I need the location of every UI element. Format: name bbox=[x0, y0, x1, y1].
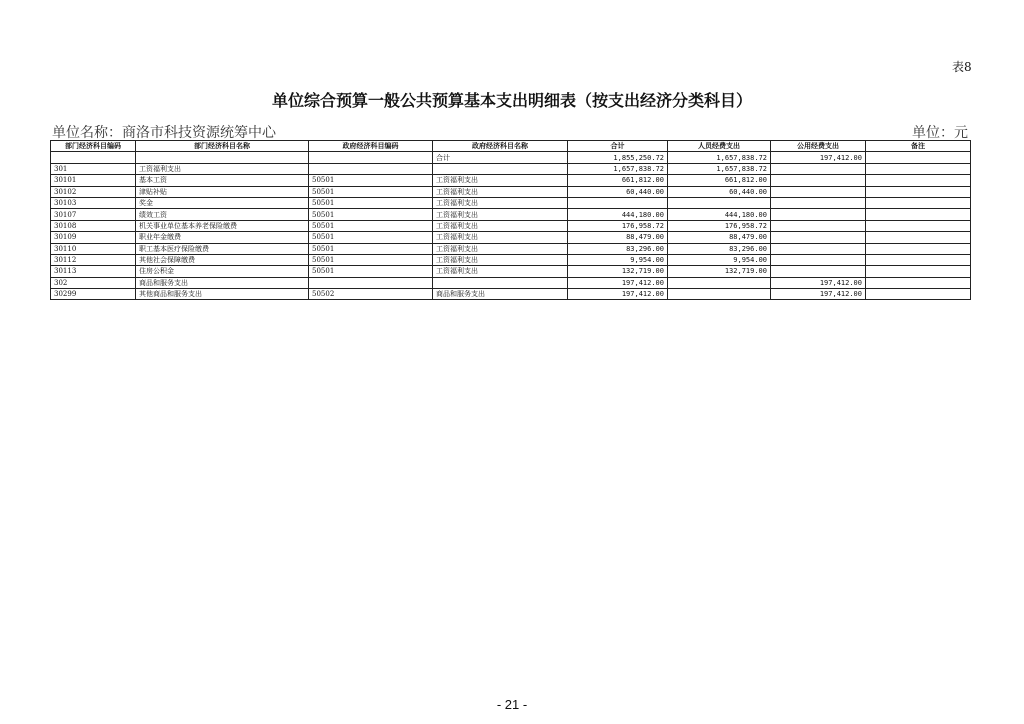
public-cell: 197,412.00 bbox=[771, 277, 866, 288]
table-row bbox=[51, 163, 971, 174]
personnel-cell: 9,954.00 bbox=[668, 254, 771, 265]
total-cell: 83,296.00 bbox=[568, 243, 668, 254]
gov-code-cell: 50501 bbox=[309, 209, 433, 220]
unit-name-label: 单位名称：商洛市科技资源统筹中心 bbox=[52, 125, 276, 141]
dept-name-cell: 绩效工资 bbox=[136, 209, 309, 220]
gov-code-cell bbox=[309, 277, 433, 288]
total-cell: 176,958.72 bbox=[568, 220, 668, 231]
public-cell bbox=[771, 254, 866, 265]
note-cell bbox=[866, 243, 971, 254]
gov-name-cell: 合计 bbox=[433, 152, 568, 163]
note-cell bbox=[866, 175, 971, 186]
dept-code-cell: 30299 bbox=[51, 289, 136, 300]
note-cell bbox=[866, 197, 971, 208]
personnel-cell bbox=[668, 197, 771, 208]
total-cell: 60,440.00 bbox=[568, 186, 668, 197]
gov-code-cell: 50501 bbox=[309, 197, 433, 208]
column-header: 政府经济科目名称 bbox=[433, 141, 568, 152]
total-cell: 444,180.00 bbox=[568, 209, 668, 220]
dept-name-cell: 住房公积金 bbox=[136, 266, 309, 277]
gov-name-cell bbox=[433, 163, 568, 174]
dept-name-cell: 其他社会保障缴费 bbox=[136, 254, 309, 265]
gov-name-cell bbox=[433, 277, 568, 288]
total-cell: 197,412.00 bbox=[568, 289, 668, 300]
personnel-cell: 444,180.00 bbox=[668, 209, 771, 220]
table-row bbox=[51, 197, 971, 208]
personnel-cell bbox=[668, 289, 771, 300]
gov-name-cell: 工资福利支出 bbox=[433, 209, 568, 220]
dept-name-cell: 工资福利支出 bbox=[136, 163, 309, 174]
dept-code-cell: 30112 bbox=[51, 254, 136, 265]
table-header-row bbox=[51, 141, 971, 152]
gov-name-cell: 工资福利支出 bbox=[433, 232, 568, 243]
dept-code-cell: 30113 bbox=[51, 266, 136, 277]
gov-name-cell: 工资福利支出 bbox=[433, 186, 568, 197]
table-row bbox=[51, 254, 971, 265]
personnel-cell: 661,812.00 bbox=[668, 175, 771, 186]
column-header: 部门经济科目名称 bbox=[136, 141, 309, 152]
public-cell: 197,412.00 bbox=[771, 289, 866, 300]
personnel-cell: 1,657,838.72 bbox=[668, 163, 771, 174]
note-cell bbox=[866, 152, 971, 163]
gov-code-cell: 50501 bbox=[309, 243, 433, 254]
gov-code-cell bbox=[309, 152, 433, 163]
public-cell bbox=[771, 266, 866, 277]
dept-name-cell: 职工基本医疗保险缴费 bbox=[136, 243, 309, 254]
total-cell bbox=[568, 197, 668, 208]
table-number: 表8 bbox=[952, 60, 972, 74]
table-row-total bbox=[51, 152, 971, 163]
table-row bbox=[51, 175, 971, 186]
dept-name-cell: 其他商品和服务支出 bbox=[136, 289, 309, 300]
dept-code-cell: 30109 bbox=[51, 232, 136, 243]
currency-unit-label: 单位：元 bbox=[912, 125, 968, 141]
table-row bbox=[51, 277, 971, 288]
personnel-cell: 176,958.72 bbox=[668, 220, 771, 231]
public-cell bbox=[771, 243, 866, 254]
dept-name-cell: 津贴补贴 bbox=[136, 186, 309, 197]
gov-name-cell: 商品和服务支出 bbox=[433, 289, 568, 300]
personnel-cell: 60,440.00 bbox=[668, 186, 771, 197]
note-cell bbox=[866, 163, 971, 174]
personnel-cell: 1,657,838.72 bbox=[668, 152, 771, 163]
total-cell: 1,855,250.72 bbox=[568, 152, 668, 163]
column-header: 备注 bbox=[866, 141, 971, 152]
gov-name-cell: 工资福利支出 bbox=[433, 243, 568, 254]
column-header: 公用经费支出 bbox=[771, 141, 866, 152]
note-cell bbox=[866, 209, 971, 220]
dept-name-cell: 商品和服务支出 bbox=[136, 277, 309, 288]
personnel-cell: 132,719.00 bbox=[668, 266, 771, 277]
table-row bbox=[51, 266, 971, 277]
gov-name-cell: 工资福利支出 bbox=[433, 220, 568, 231]
total-cell: 88,479.00 bbox=[568, 232, 668, 243]
dept-code-cell: 30110 bbox=[51, 243, 136, 254]
note-cell bbox=[866, 186, 971, 197]
gov-code-cell: 50501 bbox=[309, 220, 433, 231]
budget-table bbox=[50, 140, 971, 300]
note-cell bbox=[866, 289, 971, 300]
note-cell bbox=[866, 254, 971, 265]
page-title: 单位综合预算一般公共预算基本支出明细表（按支出经济分类科目） bbox=[271, 91, 752, 110]
total-cell: 1,657,838.72 bbox=[568, 163, 668, 174]
total-cell: 197,412.00 bbox=[568, 277, 668, 288]
dept-name-cell: 机关事业单位基本养老保险缴费 bbox=[136, 220, 309, 231]
table-row bbox=[51, 186, 971, 197]
dept-code-cell: 30107 bbox=[51, 209, 136, 220]
note-cell bbox=[866, 232, 971, 243]
note-cell bbox=[866, 220, 971, 231]
public-cell bbox=[771, 209, 866, 220]
gov-name-cell: 工资福利支出 bbox=[433, 266, 568, 277]
public-cell bbox=[771, 197, 866, 208]
table-row bbox=[51, 243, 971, 254]
total-cell: 132,719.00 bbox=[568, 266, 668, 277]
dept-code-cell: 30101 bbox=[51, 175, 136, 186]
dept-code-cell bbox=[51, 152, 136, 163]
public-cell: 197,412.00 bbox=[771, 152, 866, 163]
gov-name-cell: 工资福利支出 bbox=[433, 197, 568, 208]
gov-code-cell: 50501 bbox=[309, 254, 433, 265]
column-header: 人员经费支出 bbox=[668, 141, 771, 152]
public-cell bbox=[771, 220, 866, 231]
column-header: 政府经济科目编码 bbox=[309, 141, 433, 152]
table-row bbox=[51, 232, 971, 243]
dept-name-cell bbox=[136, 152, 309, 163]
page-number: - 21 - bbox=[496, 697, 528, 712]
dept-code-cell: 30103 bbox=[51, 197, 136, 208]
gov-code-cell: 50501 bbox=[309, 186, 433, 197]
personnel-cell: 83,296.00 bbox=[668, 243, 771, 254]
gov-code-cell: 50501 bbox=[309, 175, 433, 186]
table-row bbox=[51, 289, 971, 300]
column-header: 部门经济科目编码 bbox=[51, 141, 136, 152]
dept-code-cell: 30108 bbox=[51, 220, 136, 231]
public-cell bbox=[771, 186, 866, 197]
table-row bbox=[51, 220, 971, 231]
note-cell bbox=[866, 266, 971, 277]
dept-code-cell: 302 bbox=[51, 277, 136, 288]
personnel-cell: 88,479.00 bbox=[668, 232, 771, 243]
gov-name-cell: 工资福利支出 bbox=[433, 175, 568, 186]
note-cell bbox=[866, 277, 971, 288]
table-row bbox=[51, 209, 971, 220]
gov-name-cell: 工资福利支出 bbox=[433, 254, 568, 265]
total-cell: 9,954.00 bbox=[568, 254, 668, 265]
public-cell bbox=[771, 232, 866, 243]
gov-code-cell: 50501 bbox=[309, 266, 433, 277]
personnel-cell bbox=[668, 277, 771, 288]
total-cell: 661,812.00 bbox=[568, 175, 668, 186]
column-header: 合计 bbox=[568, 141, 668, 152]
gov-code-cell: 50501 bbox=[309, 232, 433, 243]
dept-name-cell: 奖金 bbox=[136, 197, 309, 208]
public-cell bbox=[771, 175, 866, 186]
gov-code-cell: 50502 bbox=[309, 289, 433, 300]
gov-code-cell bbox=[309, 163, 433, 174]
dept-name-cell: 职业年金缴费 bbox=[136, 232, 309, 243]
dept-name-cell: 基本工资 bbox=[136, 175, 309, 186]
public-cell bbox=[771, 163, 866, 174]
dept-code-cell: 30102 bbox=[51, 186, 136, 197]
dept-code-cell: 301 bbox=[51, 163, 136, 174]
